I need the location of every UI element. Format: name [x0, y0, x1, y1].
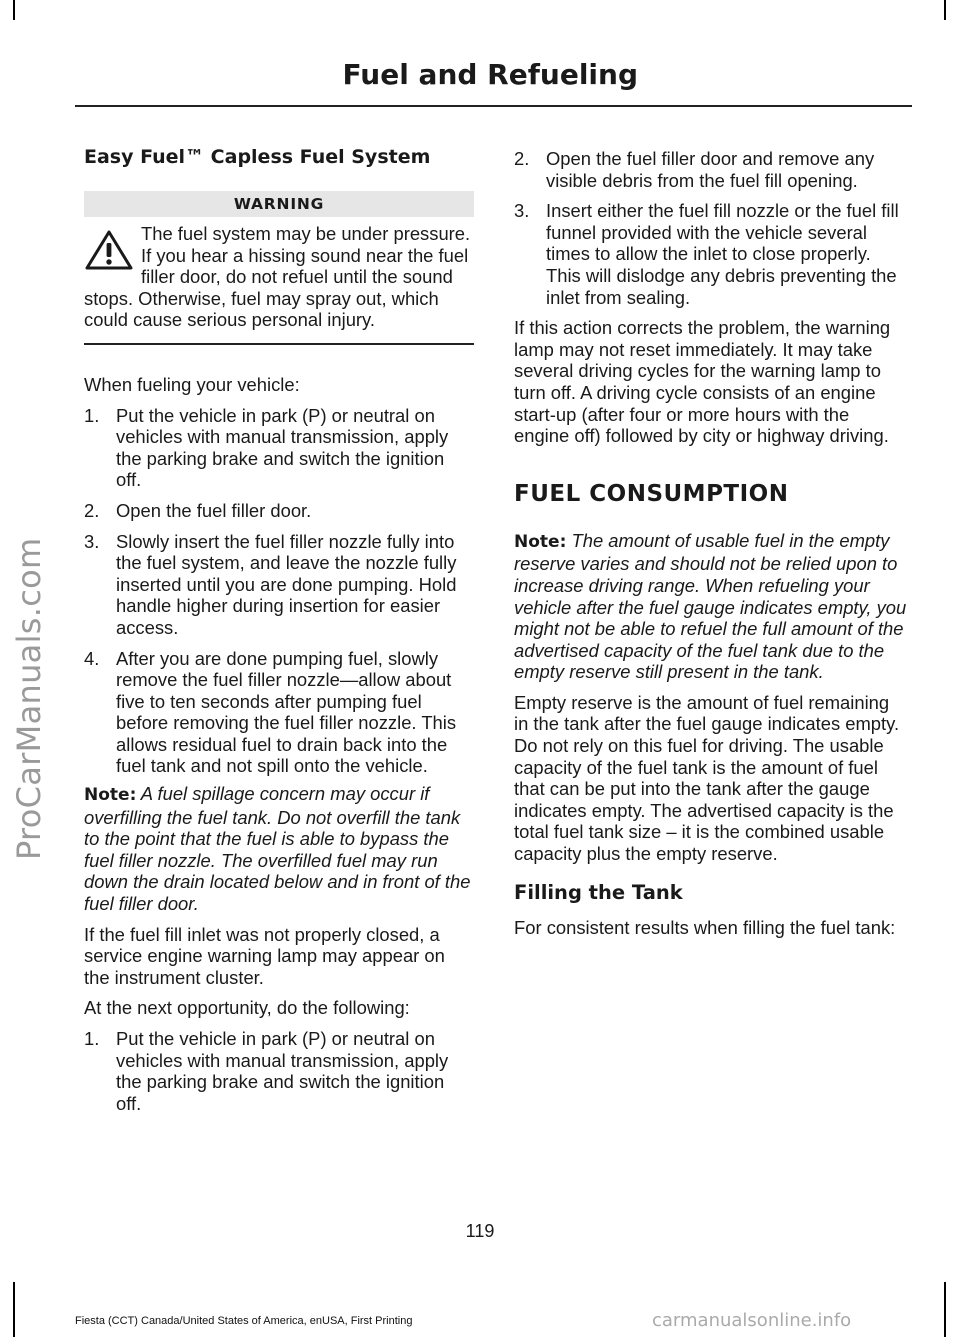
note-label: Note: — [514, 531, 567, 552]
list-item: 3. Slowly insert the fuel filler nozzle fully into the fuel system, and leave the nozzle fully inserted until you are done pumping. Hold handle higher during insertion for easier access. — [84, 530, 457, 638]
left-column — [84, 140, 474, 1114]
note-empty-reserve: Note: The amount of usable fuel in the empty reserve varies and should not be relied upon to increase driving range. When refueling your vehicle after the fuel gauge indicates empty, you might not be able to refuel the full amount of the advertised capacity of the fuel tank due to the empty reserve still present in the tank. — [514, 529, 907, 683]
page-title: Fuel and Refueling — [342, 58, 638, 91]
paragraph-empty-reserve: Empty reserve is the amount of fuel remaining in the tank after the fuel gauge indicates empty. Do not rely on this fuel for driving. The usable capacity of the fuel tank is the amount of fuel that can be put into the tank after the gauge indicates empty. The advertised capacity is the total fuel tank size – it is the combined usable capacity plus the empty reserve. — [514, 691, 900, 865]
remedy-steps-list-continued — [514, 148, 907, 308]
paragraph-inlet: If the fuel fill inlet was not properly closed, a service engine warning lamp may appear on the instrument cluster. — [84, 923, 445, 988]
list-item: 4. After you are done pumping fuel, slowly remove the fuel filler nozzle—allow about five to ten seconds after pumping fuel before removing the fuel filler nozzle. This allows residual fuel to drain back into the fuel tank and not spill onto the vehicle. — [84, 647, 457, 777]
paragraph-next-opportunity: At the next opportunity, do the following: — [84, 997, 410, 1019]
remedy-steps-list — [84, 1028, 474, 1114]
page-number: 119 — [465, 1221, 495, 1241]
crop-mark-top-left — [13, 0, 15, 20]
list-item: 1. Put the vehicle in park (P) or neutral on vehicles with manual transmission, apply the parking brake and switch the ignition off. — [84, 1028, 449, 1114]
warning-content — [84, 223, 474, 331]
intro-text: When fueling your vehicle: — [84, 373, 300, 395]
warning-triangle-icon — [84, 229, 134, 271]
list-item: 2. Open the fuel filler door and remove any visible debris from the fuel fill opening. — [514, 148, 875, 191]
list-item: 2. Open the fuel filler door. — [84, 499, 312, 521]
header-divider — [75, 105, 912, 107]
note-spillage: Note: A fuel spillage concern may occur if overfilling the fuel tank. Do not overfill the tank to the point that the fuel is able to bypass the fuel filler nozzle. The overfilled fuel may run down the drain located below and in front of the fuel filler door. — [84, 783, 471, 915]
fueling-steps-list — [84, 405, 474, 778]
crop-mark-bottom-left — [13, 1282, 15, 1337]
crop-mark-top-right — [944, 0, 946, 20]
warning-box — [84, 191, 474, 345]
crop-mark-bottom-right — [944, 1282, 946, 1337]
footer-watermark: carmanualsonline.info — [652, 1310, 852, 1331]
footer-text: Fiesta (CCT) Canada/United States of America, enUSA, First Printing — [75, 1315, 413, 1327]
sub-heading-filling-tank: Filling the Tank — [514, 880, 683, 904]
paragraph-corrects: If this action corrects the problem, the warning lamp may not reset immediately. It may take several driving cycles for the warning lamp to turn off. A driving cycle consists of an engine start-up (after four or more hours with the engine off) followed by city or highway driving. — [514, 317, 891, 447]
right-column — [514, 140, 907, 938]
list-item: 3. Insert either the fuel fill nozzle or the fuel fill funnel provided with the vehicle several times to allow the inlet to close properly. This will dislodge any debris preventing the inlet from sealing. — [514, 200, 899, 308]
warning-label: WARNING — [84, 191, 474, 217]
section-heading-fuel-consumption: FUEL CONSUMPTION — [514, 480, 789, 507]
list-item: 1. Put the vehicle in park (P) or neutral on vehicles with manual transmission, apply the parking brake and switch the ignition off. — [84, 404, 449, 491]
note-label: Note: — [84, 785, 137, 806]
side-watermark: ProCarManuals.com — [10, 537, 48, 860]
paragraph-filling: For consistent results when filling the fuel tank: — [514, 916, 896, 938]
section-heading-easy-fuel: Easy Fuel™ Capless Fuel System — [84, 146, 431, 168]
warning-text: The fuel system may be under pressure. If you hear a hissing sound near the fuel filler door, do not refuel until the sound stops. Otherwise, fuel may spray out, which could cause serious personal injury. — [84, 223, 471, 331]
